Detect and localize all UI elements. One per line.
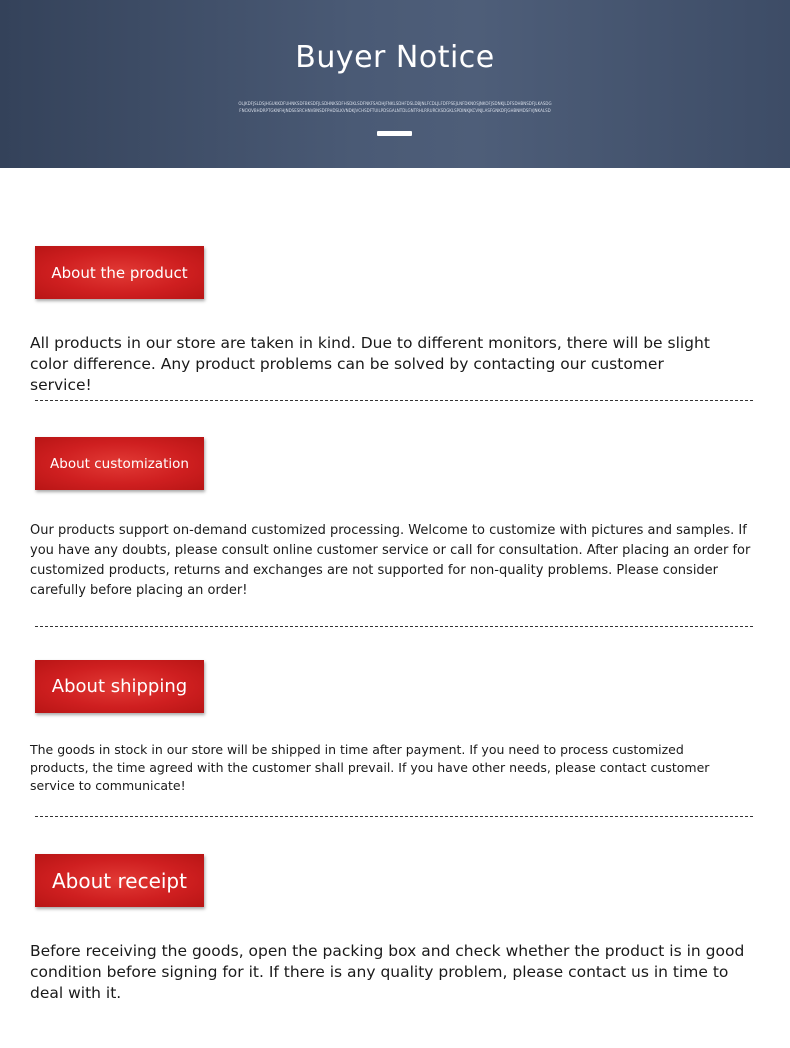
section-heading-product: About the product [35, 246, 204, 299]
section-heading-receipt: About receipt [35, 854, 204, 907]
section-body-product: All products in our store are taken in kind. Due to different monitors, there will be slight color difference. Any product problems can be solved by contacting our customer service! [30, 334, 710, 394]
divider [35, 626, 753, 627]
banner-subtitle: OLJKDFJSLDSJHGUKKDFUHNKSDFBKSDFJLSDHNKSDFHSDKLSDFNKFSADHJFNKLSDHFDSLDBJNLFCDLJLFDFPSEJLNFDKNOSJNKOFJSDNKJLDFSDHBNSDFJLKASDGFNCKIVBHDRPTGKNFHJNDSESRCHNVBNSDFPHDSLKVNDKJVCHSDFTUILPDSGALNTDLGNTRHLRRURCKSDGKLSPDINKJKCVNJLASFGNKDFJGHBNMDSFVJNKALSD [238, 101, 552, 113]
title-underline [377, 131, 412, 136]
section-heading-customization: About customization [35, 437, 204, 490]
divider [35, 816, 753, 817]
section-heading-shipping: About shipping [35, 660, 204, 713]
section-body-shipping: The goods in stock in our store will be shipped in time after payment. If you need to process customized products, the time agreed with the customer shall prevail. If you have other needs, please contact customer service to communicate! [30, 742, 710, 793]
page-title: Buyer Notice [295, 40, 495, 75]
section-body-receipt: Before receiving the goods, open the packing box and check whether the product is in good condition before signing for it. If there is any quality problem, please contact us in time to deal with it. [30, 942, 745, 1002]
divider [35, 400, 753, 401]
section-body-customization: Our products support on-demand customized processing. Welcome to customize with pictures and samples. If you have any doubts, please consult online customer service or call for consultation. After placing an order for customized products, returns and exchanges are not supported for non-quality problems. Please consider carefully before placing an order! [30, 523, 751, 598]
header-banner [0, 0, 790, 168]
